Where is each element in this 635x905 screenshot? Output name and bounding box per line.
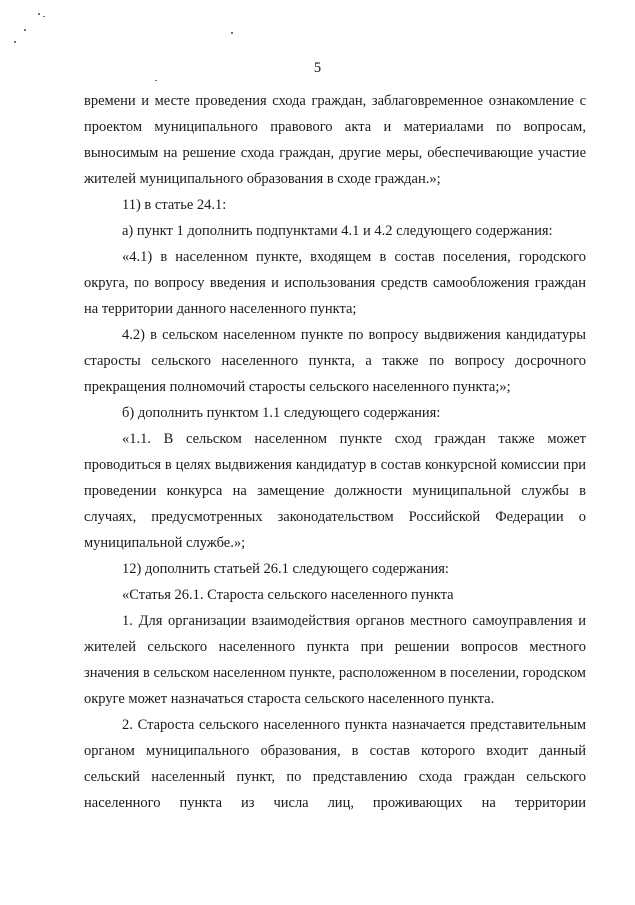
paragraph: 12) дополнить статьей 26.1 следующего содержания: xyxy=(122,561,449,577)
paragraph: 11) в статье 24.1: xyxy=(122,197,227,213)
paragraph: «1.1. В сельском населенном пункте сход граждан также может проводиться в целях выдвижения кандидатур в состав конкурсной комиссии при проведении конкурса на замещение должности муниципальной службы в случаях, предусмотренных законодательством Российской Федерации о муниципальной службе.»; xyxy=(84,431,586,551)
paragraph: а) пункт 1 дополнить подпунктами 4.1 и 4.2 следующего содержания: xyxy=(122,223,553,239)
scan-speck xyxy=(43,16,45,17)
scan-speck xyxy=(231,32,233,34)
scan-speck xyxy=(24,29,26,31)
paragraph: 1. Для организации взаимодействия органов местного самоуправления и жителей сельского населенного пункта при решении вопросов местного значения в сельском населенном пункте, расположенном в поселении, городском округе может назначаться староста сельского населенного пункта. xyxy=(84,613,586,707)
paragraph: «Статья 26.1. Староста сельского населенного пункта xyxy=(122,587,454,603)
paragraph: «4.1) в населенном пункте, входящем в состав поселения, городского округа, по вопросу введения и использования средств самообложения граждан на территории данного населенного пункта; xyxy=(84,249,586,317)
scan-speck xyxy=(14,41,16,43)
paragraph: б) дополнить пунктом 1.1 следующего содержания: xyxy=(122,405,441,421)
paragraph: 4.2) в сельском населенном пункте по вопросу выдвижения кандидатуры старосты сельского населенного пункта, а также по вопросу досрочного прекращения полномочий старосты сельского населенного пункта;»; xyxy=(84,327,586,395)
document-body xyxy=(84,88,586,816)
scan-speck xyxy=(38,13,40,15)
paragraph: времени и месте проведения схода граждан, заблаговременное ознакомление с проектом муниципального правового акта и материалами по вопросам, выносимым на решение схода граждан, другие меры, обеспечивающие участие жителей муниципального образования в сходе граждан.»; xyxy=(84,93,586,187)
page-number: 5 xyxy=(313,60,322,76)
paragraph: 2. Староста сельского населенного пункта назначается представительным органом муниципального образования, в состав которого входит данный сельский населенный пункт, по представлению схода граждан сельского населенного пункта из числа лиц, проживающих на территории xyxy=(84,717,586,811)
scan-speck xyxy=(155,80,157,81)
